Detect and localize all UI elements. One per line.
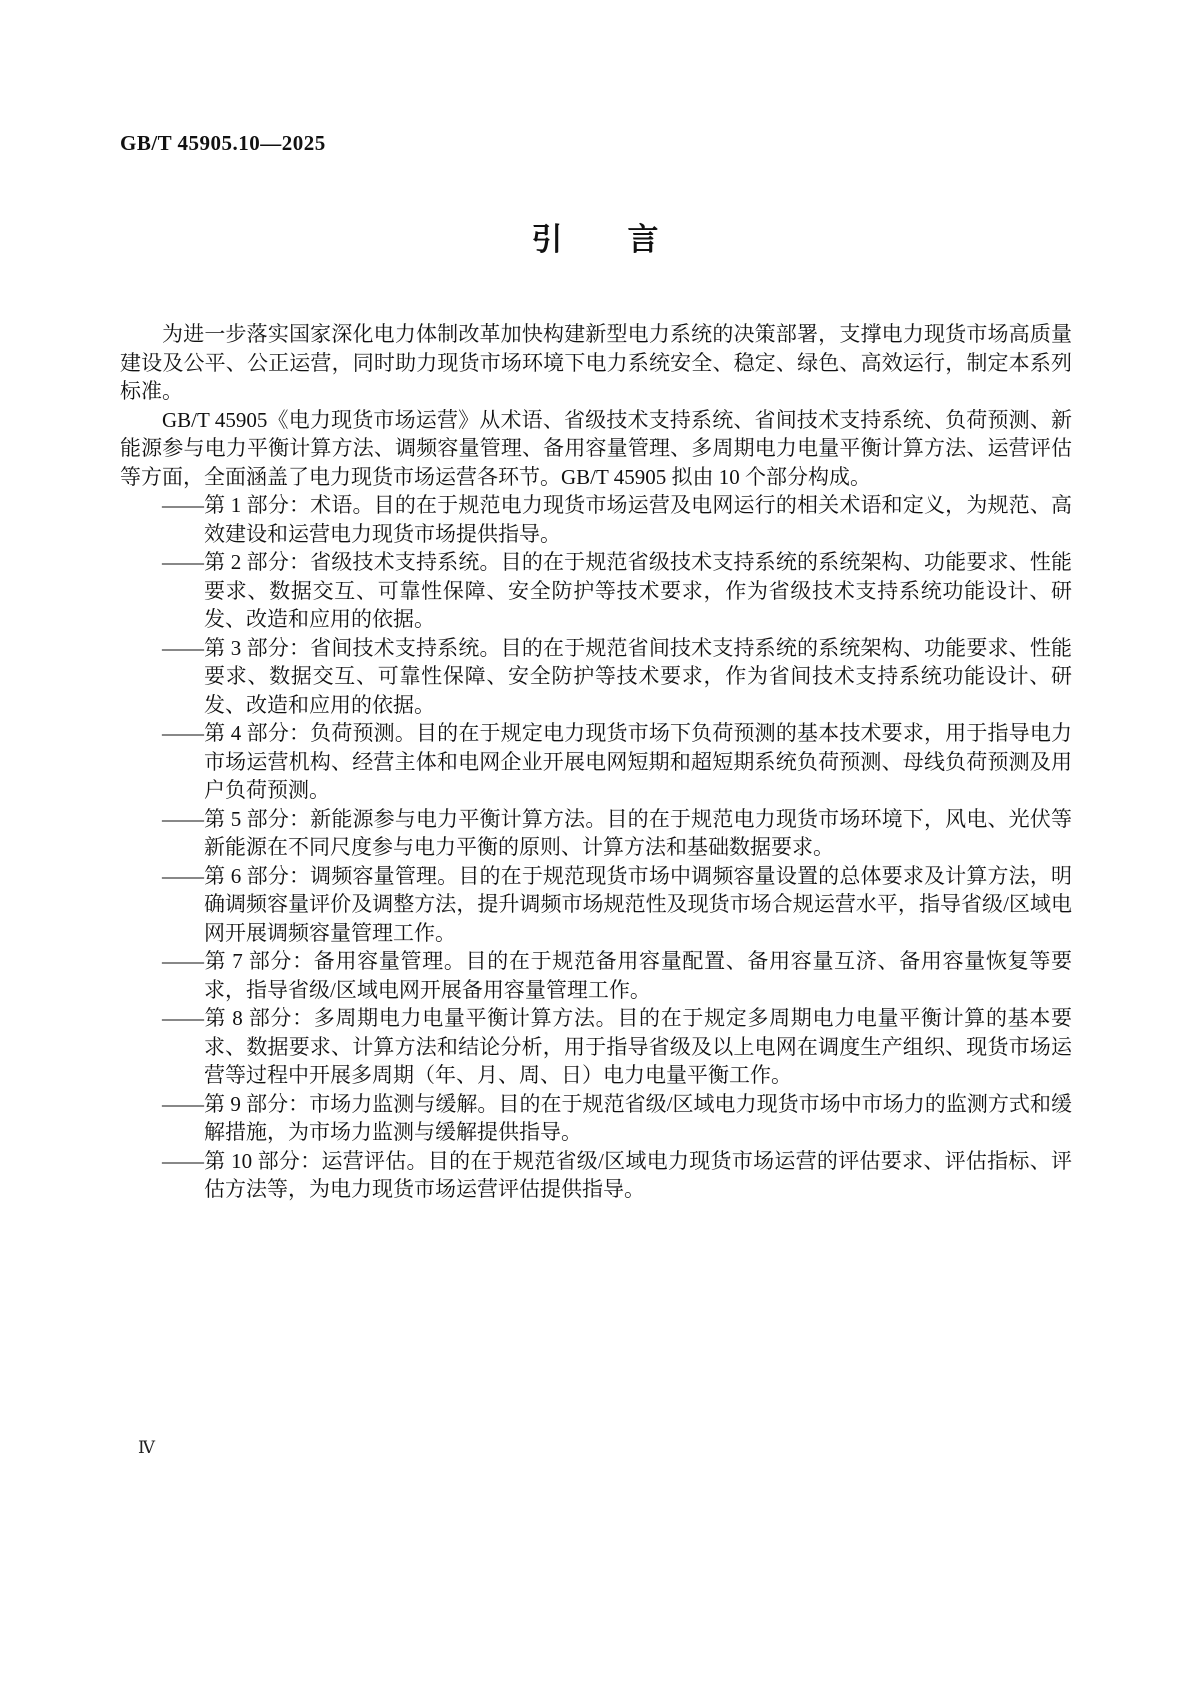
intro-paragraph-2: GB/T 45905《电力现货市场运营》从术语、省级技术支持系统、省间技术支持系统、负荷预测、新能源参与电力平衡计算方法、调频容量管理、备用容量管理、多周期电力电量平衡计算方法、运营评估等方面，全面涵盖了电力现货市场运营各环节。GB/T 45905 拟由 10 个部分构成。 [120, 407, 1072, 489]
intro-paragraph-1: 为进一步落实国家深化电力体制改革加快构建新型电力系统的决策部署，支撑电力现货市场高质量建设及公平、公正运营，同时助力现货市场环境下电力系统安全、稳定、绿色、高效运行，制定本系列标准。 [120, 322, 1072, 403]
part-list-item-1: ——第 1 部分：术语。目的在于规范电力现货市场运营及电网运行的相关术语和定义，为规范、高效建设和运营电力现货市场提供指导。 [162, 493, 1072, 546]
part-list-item-8: ——第 8 部分：多周期电力电量平衡计算方法。目的在于规定多周期电力电量平衡计算的基本要求、数据要求、计算方法和结论分析，用于指导省级及以上电网在调度生产组织、现货市场运营等过程中开展多周期（年、月、周、日）电力电量平衡工作。 [162, 1006, 1072, 1087]
part-list-item-2: ——第 2 部分：省级技术支持系统。目的在于规范省级技术支持系统的系统架构、功能要求、性能要求、数据交互、可靠性保障、安全防护等技术要求，作为省级技术支持系统功能设计、研发、改造和应用的依据。 [162, 550, 1072, 631]
part-list-item-7: ——第 7 部分：备用容量管理。目的在于规范备用容量配置、备用容量互济、备用容量恢复等要求，指导省级/区域电网开展备用容量管理工作。 [162, 949, 1072, 1002]
document-body [120, 320, 1072, 1204]
part-list-item-6: ——第 6 部分：调频容量管理。目的在于规范现货市场中调频容量设置的总体要求及计算方法，明确调频容量评价及调整方法，提升调频市场规范性及现货市场合规运营水平，指导省级/区域电网开展调频容量管理工作。 [162, 863, 1072, 945]
part-list-item-9: ——第 9 部分：市场力监测与缓解。目的在于规范省级/区域电力现货市场中市场力的监测方式和缓解措施，为市场力监测与缓解提供指导。 [162, 1091, 1072, 1144]
standard-number: GB/T 45905.10—2025 [120, 131, 326, 155]
part-list-item-3: ——第 3 部分：省间技术支持系统。目的在于规范省间技术支持系统的系统架构、功能要求、性能要求、数据交互、可靠性保障、安全防护等技术要求，作为省间技术支持系统功能设计、研发、改造和应用的依据。 [162, 635, 1072, 717]
part-list-item-4: ——第 4 部分：负荷预测。目的在于规定电力现货市场下负荷预测的基本技术要求，用于指导电力市场运营机构、经营主体和电网企业开展电网短期和超短期系统负荷预测、母线负荷预测及用户负荷预测。 [162, 721, 1072, 802]
page-title: 引 言 [531, 222, 660, 257]
page-number: Ⅳ [138, 1438, 155, 1457]
part-list-item-5: ——第 5 部分：新能源参与电力平衡计算方法。目的在于规范电力现货市场环境下，风电、光伏等新能源在不同尺度参与电力平衡的原则、计算方法和基础数据要求。 [162, 806, 1072, 859]
part-list-item-10: ——第 10 部分：运营评估。目的在于规范省级/区域电力现货市场运营的评估要求、评估指标、评估方法等，为电力现货市场运营评估提供指导。 [162, 1148, 1072, 1201]
